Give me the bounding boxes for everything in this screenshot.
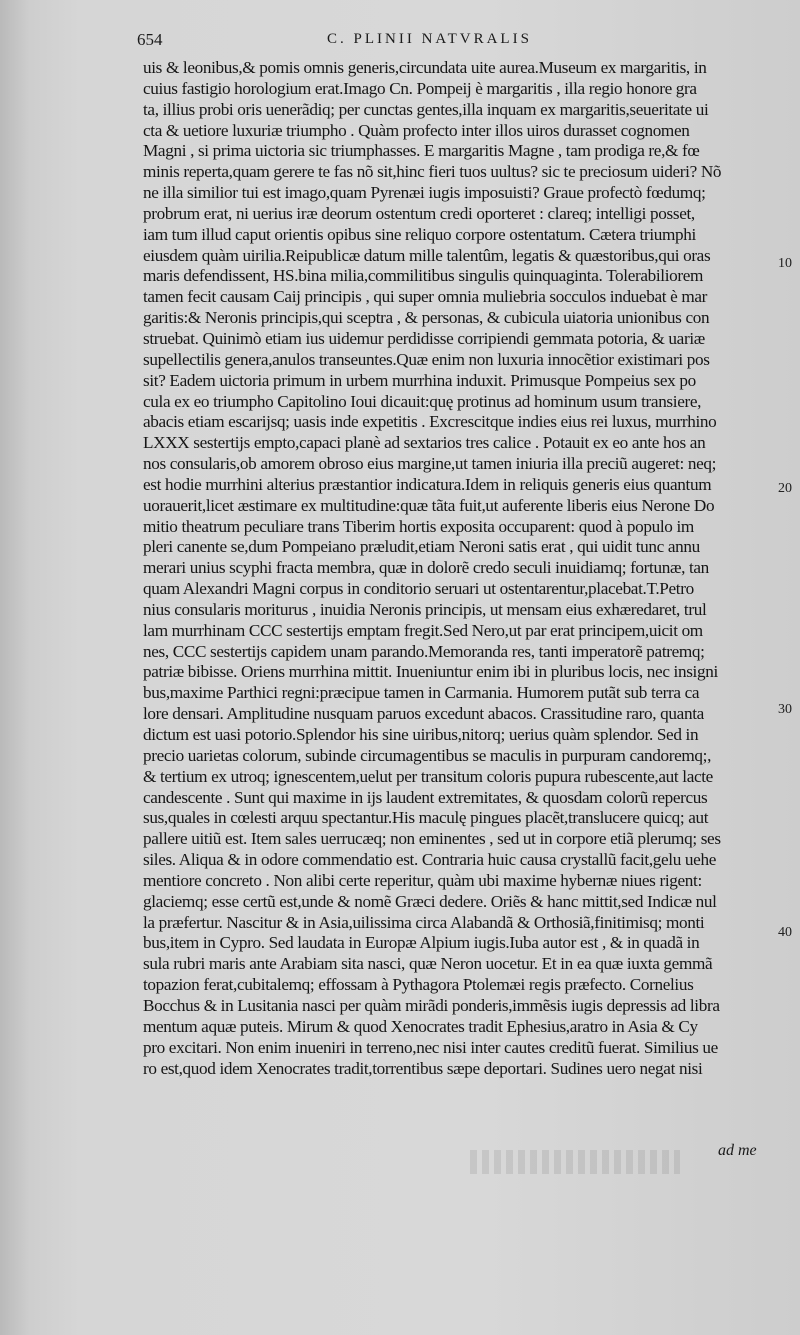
margin-line-number: 10 (778, 256, 792, 271)
text-line: probrum erat, ni uerius iræ deorum ostentum credi oporteret : clareq; intelligi posset, (143, 203, 695, 223)
text-line: candescente . Sunt qui maxime in ijs laudent extremitates, & quosdam colorũ repercus (143, 787, 708, 807)
text-line: mentiore concreto . Non alibi certe reperitur, quàm ubi maxime hybernæ niues rigent: (143, 870, 702, 890)
text-line: precio uarietas colorum, subinde circumagentibus se maculis in purpuram candoremq;, (143, 745, 712, 765)
text-line: uis & leonibus,& pomis omnis generis,circundata uite aurea.Museum ex margaritis, in (143, 58, 707, 77)
text-line: la præfertur. Nascitur & in Asia,uilissima circa Alabandã & Orthosiã,finitimisq; monti (143, 912, 705, 932)
margin-line-number: 30 (778, 702, 792, 717)
text-line: dictum est uasi potorio.Splendor his sine uiribus,nitorq; uerius quàm splendor. Sed in (143, 725, 699, 744)
text-line: & tertium ex utroq; ignescentem,uelut per transitum coloris pupura rubescente,aut lacte (143, 766, 713, 786)
text-line: cuius fastigio horologium erat.Imago Cn. Pompeij è margaritis , illa regio honore gra (143, 78, 697, 98)
catchword: ad me (718, 1142, 757, 1159)
text-line: glaciemq; esse certũ est,unde & nomẽ Græci dedere. Oriẽs & hanc mittit,sed Indicæ nul (143, 891, 717, 911)
text-line: bus,item in Cypro. Sed laudata in Europæ Alpium iugis.Iuba autor est , & in quadã in (143, 933, 700, 953)
text-line: minis reperta,quam gerere te fas nõ sit,hinc fieri tuos uultus? sic te preciosum uideri? Nõ (143, 162, 722, 182)
text-line: mentum aquæ puteis. Mirum & quod Xenocrates tradit Ephesius,aratro in Asia & Cy (143, 1016, 698, 1036)
text-line: struebat. Quinimò etiam ius uidemur perdidisse corripiendi gemmata potoria, & uariæ (143, 328, 705, 348)
text-line: eiusdem quàm uirilia.Reipublicæ datum mille talentûm, legatis & quæstoribus,qui oras (143, 245, 711, 265)
text-line: Bocchus & in Lusitania nasci per quàm mirãdi ponderis,immẽsis iugis depressis ad libra (143, 995, 720, 1015)
text-line: nius consularis moriturus , inuidia Neronis principis, ut mensam eius exhæredaret, trul (143, 599, 707, 619)
text-line: patriæ bibisse. Oriens murrhina mittit. Inueniuntur enim ibi in pluribus locis, nec insigni (143, 662, 718, 682)
text-line: lam murrhinam CCC sestertijs emptam fregit.Sed Nero,ut par erat principem,uicit om (143, 620, 703, 640)
page-number: 654 (137, 30, 163, 49)
text-line: supellectilis genera,anulos transeuntes.Quæ enim non luxuria innocẽtior existimari pos (143, 349, 710, 369)
text-line: lore densari. Amplitudine nusquam paruos excedunt abacos. Crassitudine raro, quanta (143, 704, 704, 724)
text-line: ro est,quod idem Xenocrates tradit,torrentibus sæpe deportari. Sudines uero negat nisi (143, 1058, 703, 1078)
text-line: cta & uetiore luxuriæ triumpho . Quàm profecto inter illos uiros durasset cognomen (143, 120, 690, 140)
text-line: abacis etiam escarijsq; uasis inde expetitis . Excrescitque indies eius rei luxus, murrhino (143, 412, 717, 432)
text-line: maris defendissent, HS.bina milia,commilitibus singulis quinquaginta. Tolerabiliorem (143, 266, 704, 286)
margin-line-number: 20 (778, 481, 792, 496)
text-line: iam tum illud caput orientis opibus sine reliquo corpore ostentatum. Cætera triumphi (143, 224, 696, 244)
text-line: Magni , si prima uictoria sic triumphasses. E margaritis Magne , tam prodiga re,& fœ (143, 141, 700, 161)
text-line: garitis:& Neronis principis,qui sceptra , & personas, & cubicula uiatoria unionibus con (143, 308, 710, 328)
text-line: pleri canente se,dum Pompeiano præludit,etiam Neroni satis erat , qui uidit tunc annu (143, 537, 700, 557)
text-line: bus,maxime Parthici regni:præcipue tamen in Carmania. Humorem putãt sub terra ca (143, 683, 700, 703)
text-line: tamen fecit causam Caij principis , qui super omnia muliebria socculos induebat è mar (143, 287, 707, 307)
text-line: topazion ferat,cubitalemq; effossam à Pythagora Ptolemæi regis præfecto. Cornelius (143, 975, 694, 995)
text-line: mitio theatrum peculiare trans Tiberim hortis exposita occuparent: quod à populo im (143, 516, 694, 536)
page-edge-shadow (0, 0, 30, 1335)
text-line: nes, CCC sestertijs capidem unam parando.Memoranda res, tanti imperatorẽ patremq; (143, 641, 705, 661)
text-line: siles. Aliqua & in odore commendatio est. Contraria huic causa crystallũ facit,gelu uehe (143, 850, 716, 870)
text-line: merari unius scyphi fracta membra, quæ in dolorẽ credo seculi inuidiamq; fortunæ, tan (143, 558, 709, 578)
text-line: cula ex eo triumpho Capitolino Ioui dicauit:quę protinus ad hominum usum transiere, (143, 391, 702, 411)
text-line: sula rubri maris ante Arabiam sita nasci, quæ Neron uocetur. Et in ea quæ iuxta gemmã (143, 954, 713, 974)
show-through-text (470, 1150, 680, 1174)
margin-line-number: 40 (778, 925, 792, 940)
text-line: LXXX sestertijs empto,capaci planè ad sextarios tres calice . Potauit ex eo ante hos an (143, 433, 706, 453)
page-header (137, 30, 637, 54)
running-head: C. PLINII NATVRALIS (327, 31, 532, 47)
body-text (143, 58, 763, 1079)
text-line: pro excitari. Non enim inueniri in terreno,nec nisi inter cautes creditũ fuerat. Similius ue (143, 1037, 718, 1057)
text-line: quam Alexandri Magni corpus in conditorio seruari ut ostentarentur,placebat.T.Petro (143, 579, 694, 599)
text-line: ne illa similior tui est imago,quam Pyrenæi iugis imposuisti? Graue profectò fœdumq; (143, 183, 706, 203)
text-line: nos consularis,ob amorem obroso eius margine,ut tamen iniuria illa preciũ augeret: neq; (143, 454, 717, 474)
text-line: uorauerit,licet æstimare ex multitudine:quæ tãta fuit,ut auferente liberis eius Nerone Do (143, 495, 715, 515)
text-line: sit? Eadem uictoria primum in urbem murrhina induxit. Primusque Pompeius sex po (143, 370, 696, 390)
text-line: pallere uitiũ est. Item sales uerrucæq; non eminentes , sed ut in corpore etiã plerumq; ses (143, 829, 721, 849)
text-line: ta, illius probi oris uenerãdiq; per cunctas gentes,illa inquam ex margaritis,seueritate ui (143, 99, 709, 119)
text-line: sus,quales in cœlesti arquu spectantur.His maculę pingues placẽt,translucere quicq; aut (143, 808, 709, 828)
text-line: est hodie murrhini alterius præstantior indicatura.Idem in reliquis generis eius quantum (143, 474, 712, 494)
